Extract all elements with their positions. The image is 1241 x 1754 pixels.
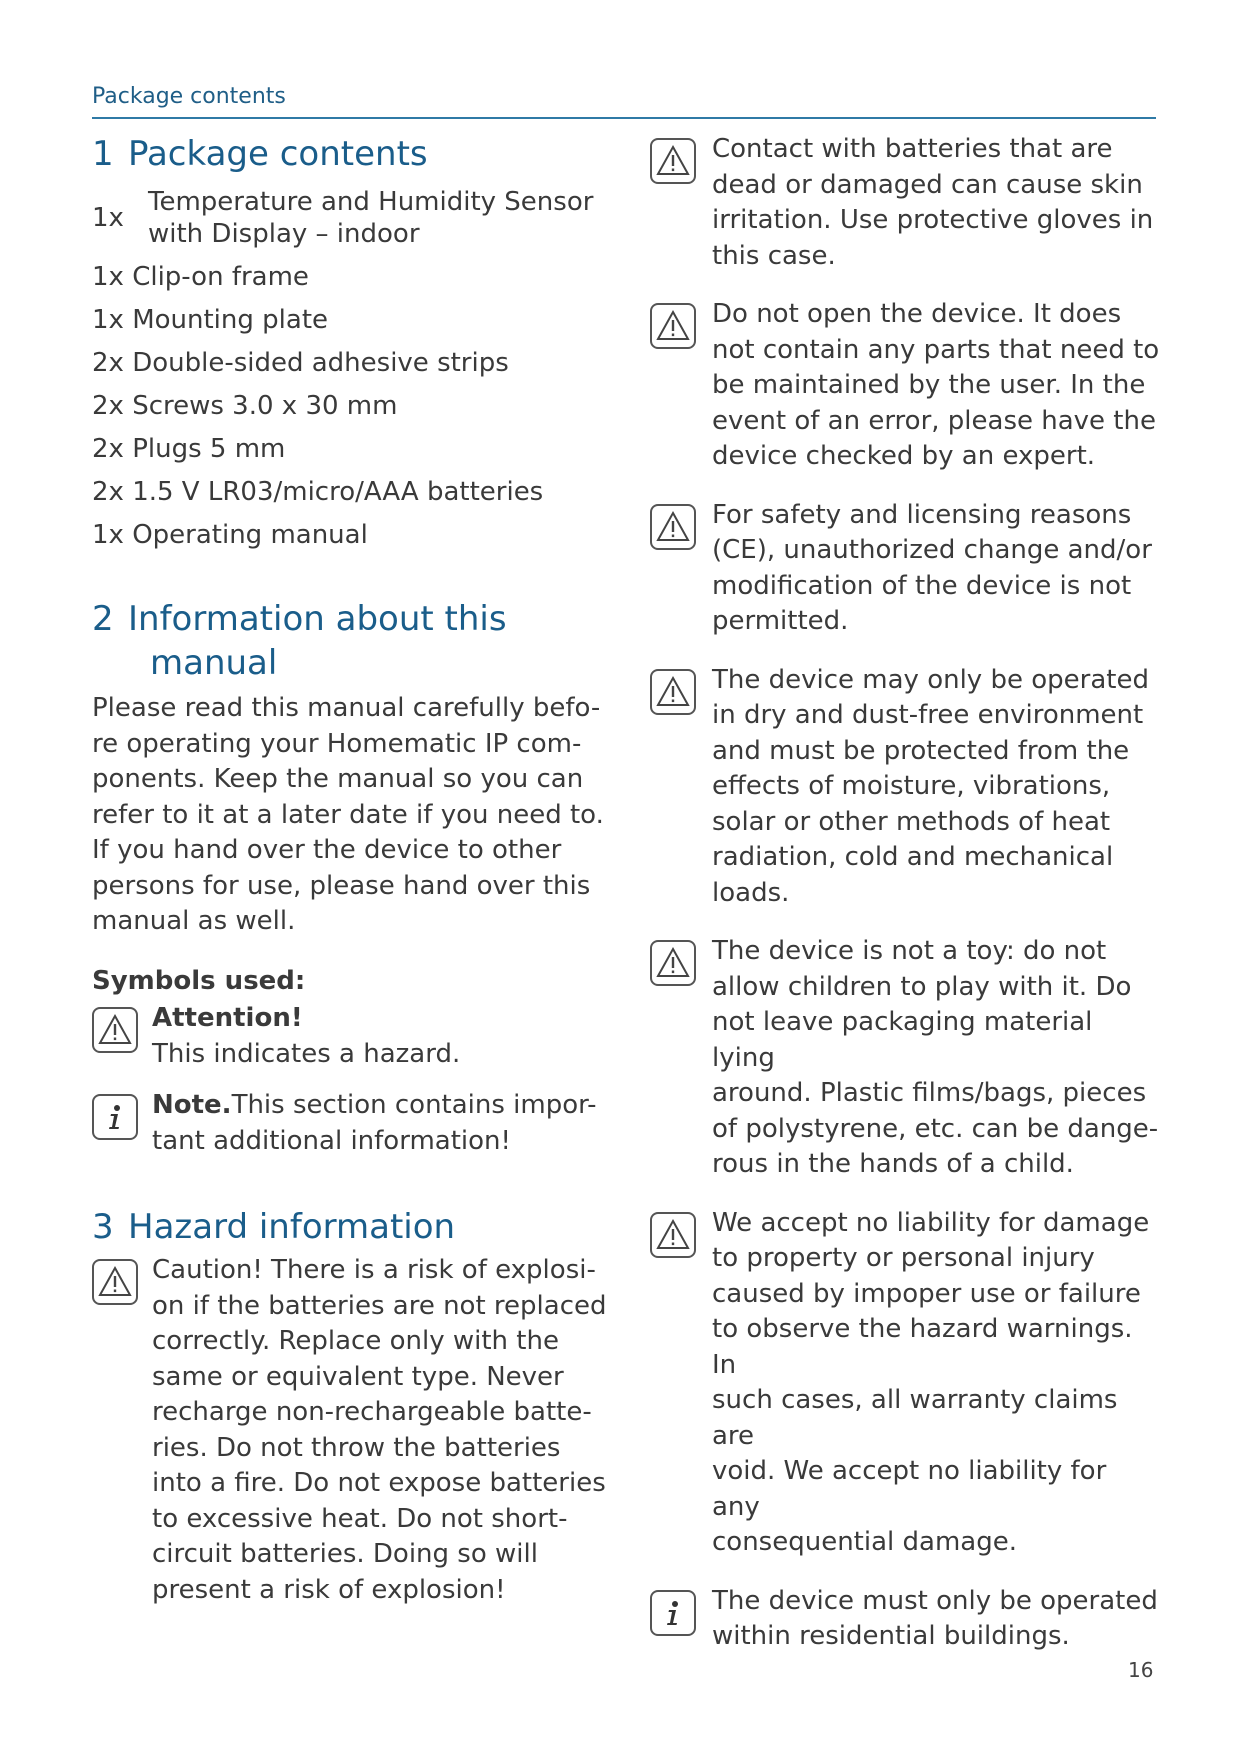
notice-line: effects of moisture, vibrations,: [712, 771, 1111, 801]
package-item: 1x Mounting plate: [92, 305, 329, 335]
section-3-title: Hazard information: [128, 1207, 456, 1247]
hazard-notice: [650, 663, 1160, 912]
notice-line: radiation, cold and mechanical: [712, 842, 1114, 872]
package-item: [92, 186, 612, 250]
caution-line: on if the batteries are not replaced: [152, 1290, 607, 1321]
note-symbol-notice: [92, 1088, 612, 1159]
caution-line: to excessive heat. Do not short-: [152, 1503, 568, 1534]
caution-line: correctly. Replace only with the: [152, 1326, 559, 1356]
caution-line: ries. Do not throw the batteries: [152, 1432, 561, 1463]
notice-line: not leave packaging material lying: [712, 1007, 1093, 1073]
package-item: 1x Clip-on frame: [92, 262, 309, 292]
section-2-title-continued: manual: [150, 643, 278, 683]
notice-line: this case.: [712, 240, 836, 271]
info-notice: [650, 1584, 1160, 1655]
notice-line: device checked by an expert.: [712, 441, 1096, 471]
notice-line: consequential damage.: [712, 1527, 1017, 1557]
notice-line: The device must only be operated: [712, 1585, 1158, 1616]
attention-text: This indicates a hazard.: [152, 1038, 461, 1069]
caution-line: present a risk of explosion!: [152, 1574, 506, 1605]
info-icon: [650, 1590, 696, 1636]
notice-line: irritation. Use protective gloves in: [712, 205, 1154, 235]
info-icon: [92, 1094, 138, 1140]
paragraph-line: re operating your Homematic IP com-: [92, 728, 582, 759]
running-header: Package contents: [92, 84, 286, 109]
paragraph-line: If you hand over the device to other: [92, 835, 562, 865]
paragraph-line: Please read this manual carefully befo-: [92, 693, 601, 723]
notice-line: (CE), unauthorized change and/or: [712, 535, 1152, 565]
package-item: 2x 1.5 V LR03/micro/AAA batteries: [92, 477, 544, 507]
package-item-qty: 1x: [92, 203, 124, 233]
section-2-heading: [92, 597, 612, 641]
section-1-number: 1: [92, 134, 114, 174]
warning-icon: [92, 1259, 138, 1305]
note-text-continued: tant additional information!: [152, 1125, 511, 1156]
caution-notice: [92, 1253, 612, 1608]
notice-line: For safety and licensing reasons: [712, 499, 1132, 530]
package-item: 2x Plugs 5 mm: [92, 434, 286, 464]
notice-line: We accept no liability for damage: [712, 1207, 1150, 1238]
symbols-heading: Symbols used:: [92, 965, 306, 996]
paragraph-line: refer to it at a later date if you need to.: [92, 799, 604, 830]
warning-icon: [650, 1212, 696, 1258]
notice-line: not contain any parts that need to: [712, 334, 1160, 365]
caution-line: same or equivalent type. Never: [152, 1361, 564, 1392]
notice-line: Do not open the device. It does: [712, 299, 1122, 329]
package-item: 1x Operating manual: [92, 520, 368, 550]
note-text: This section contains impor-: [231, 1090, 597, 1120]
section-1-title: Package contents: [128, 134, 428, 174]
hazard-notice: [650, 934, 1160, 1183]
notice-line: The device may only be operated: [712, 664, 1149, 695]
section-2-title: Information about this: [128, 599, 507, 639]
notice-line: void. We accept no liability for any: [712, 1456, 1107, 1522]
package-item: 2x Screws 3.0 x 30 mm: [92, 391, 398, 421]
hazard-notice: [650, 297, 1160, 475]
notice-line: modification of the device is not: [712, 570, 1132, 601]
hazard-notice: [650, 498, 1160, 640]
paragraph-line: manual as well.: [92, 906, 296, 936]
warning-icon: [92, 1007, 138, 1053]
caution-line: into a fire. Do not expose batteries: [152, 1468, 606, 1498]
manual-info-paragraph: [92, 691, 612, 940]
left-column: [92, 132, 612, 1608]
section-2-number: 2: [92, 599, 114, 639]
page-number: 16: [1128, 1658, 1154, 1682]
notice-line: to observe the hazard warnings. In: [712, 1314, 1133, 1380]
notice-line: caused by impoper use or failure: [712, 1278, 1141, 1309]
caution-line: Caution! There is a risk of explosi-: [152, 1255, 596, 1285]
attention-label: Attention!: [152, 1003, 303, 1033]
notice-line: permitted.: [712, 606, 849, 636]
notice-line: such cases, all warranty claims are: [712, 1385, 1118, 1451]
warning-icon: [650, 138, 696, 184]
section-1-heading: [92, 132, 612, 176]
warning-icon: [650, 669, 696, 715]
right-column: [650, 132, 1160, 1655]
section-3-number: 3: [92, 1207, 114, 1247]
hazard-notice: [650, 132, 1160, 274]
warning-icon: [650, 940, 696, 986]
notice-line: dead or damaged can cause skin: [712, 169, 1143, 200]
notice-line: within residential buildings.: [712, 1621, 1070, 1651]
hazard-notice: [650, 1206, 1160, 1561]
package-item-line: Temperature and Humidity Sensor: [148, 187, 594, 217]
notice-line: loads.: [712, 877, 790, 908]
notice-line: event of an error, please have the: [712, 405, 1156, 436]
section-3-heading: [92, 1205, 612, 1249]
paragraph-line: persons for use, please hand over this: [92, 870, 591, 901]
header-divider: [92, 117, 1156, 119]
notice-line: and must be protected from the: [712, 735, 1130, 766]
caution-line: recharge non-rechargeable batte-: [152, 1397, 592, 1427]
notice-line: solar or other methods of heat: [712, 806, 1111, 837]
notice-line: be maintained by the user. In the: [712, 370, 1146, 400]
package-item: 2x Double-sided adhesive strips: [92, 348, 509, 378]
paragraph-line: ponents. Keep the manual so you can: [92, 764, 584, 794]
notice-line: to property or personal injury: [712, 1243, 1095, 1273]
notice-line: of polystyrene, etc. can be dange-: [712, 1113, 1159, 1144]
notice-line: The device is not a toy: do not: [712, 936, 1107, 966]
notice-line: in dry and dust-free environment: [712, 700, 1144, 730]
note-label: Note.: [152, 1090, 232, 1120]
package-item-line: with Display – indoor: [148, 219, 420, 249]
notice-line: around. Plastic films/bags, pieces: [712, 1078, 1147, 1108]
attention-symbol-notice: [92, 1001, 612, 1072]
caution-line: circuit batteries. Doing so will: [152, 1539, 538, 1569]
notice-line: rous in the hands of a child.: [712, 1149, 1074, 1179]
notice-line: allow children to play with it. Do: [712, 971, 1132, 1002]
warning-icon: [650, 504, 696, 550]
warning-icon: [650, 303, 696, 349]
notice-line: Contact with batteries that are: [712, 134, 1113, 164]
